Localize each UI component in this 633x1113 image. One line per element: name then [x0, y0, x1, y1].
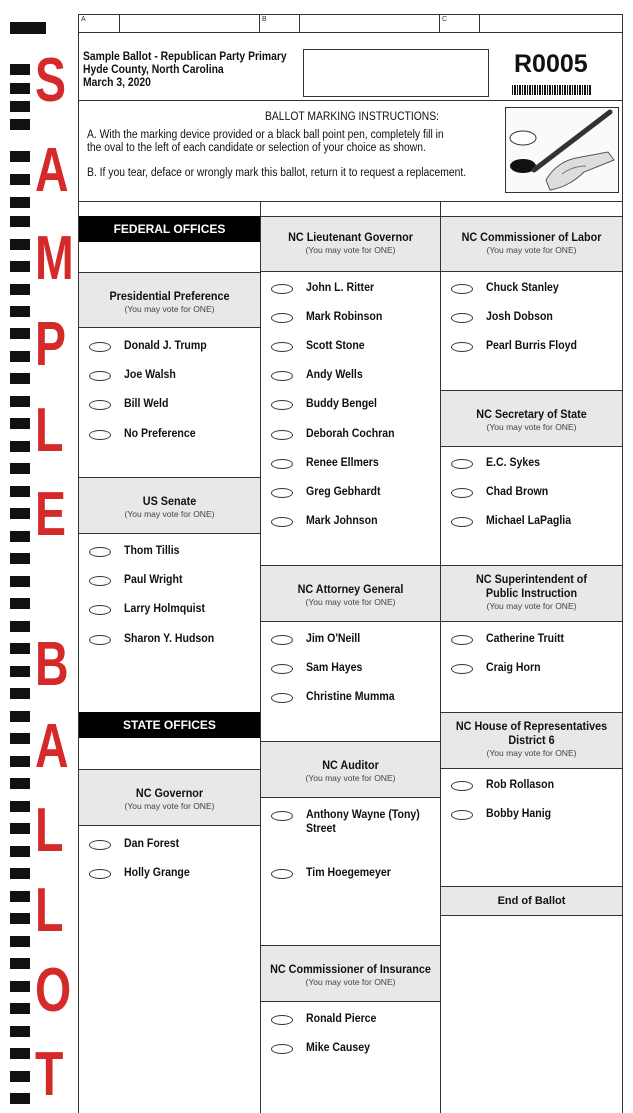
candidate-option[interactable] [79, 543, 260, 563]
candidate-option[interactable] [441, 484, 622, 504]
timing-mark [10, 958, 30, 969]
vote-instruction: (You may vote for ONE) [486, 245, 577, 255]
vote-oval[interactable] [89, 430, 111, 440]
vote-oval[interactable] [451, 342, 473, 352]
watermark-letter: A [35, 712, 69, 781]
column-1 [79, 202, 261, 1113]
candidate-name: Rob Rollason [486, 777, 555, 791]
timing-mark [10, 643, 30, 654]
candidate-option[interactable] [441, 455, 622, 475]
watermark-letter: E [35, 480, 67, 549]
timing-mark [10, 666, 30, 677]
candidate-option[interactable] [79, 396, 260, 416]
ballot-title [83, 51, 287, 90]
candidate-name: Dan Forest [124, 836, 180, 850]
candidate-option[interactable] [261, 807, 440, 839]
timing-mark [10, 531, 30, 542]
contest-title: NC Secretary of State [476, 407, 587, 421]
candidate-option[interactable] [441, 338, 622, 358]
vote-instruction: (You may vote for ONE) [124, 304, 215, 314]
contest-title: NC Commissioner of Labor [461, 230, 602, 244]
instructions [79, 101, 622, 202]
timing-mark [10, 101, 30, 112]
candidate-name: Greg Gebhardt [306, 484, 381, 498]
watermark-letter: O [35, 956, 72, 1025]
candidate-option[interactable] [261, 689, 440, 709]
candidate-name: Larry Holmquist [124, 601, 205, 615]
vote-oval[interactable] [451, 517, 473, 527]
candidate-name: Anthony Wayne (Tony) Street [306, 807, 420, 835]
contest-title: NC Auditor [322, 758, 379, 772]
vote-oval[interactable] [89, 371, 111, 381]
contest-title: Presidential Preference [109, 289, 230, 303]
timing-mark [10, 216, 30, 227]
vote-oval[interactable] [89, 869, 111, 879]
candidate-name: Scott Stone [306, 338, 365, 352]
vote-oval[interactable] [271, 811, 293, 821]
contest-nc-governor [79, 769, 260, 826]
candidate-name: Mike Causey [306, 1040, 370, 1054]
vote-oval[interactable] [451, 781, 473, 791]
strip-cell [119, 15, 262, 32]
watermark-letter: A [35, 136, 69, 205]
timing-mark [10, 553, 30, 564]
timing-mark [10, 688, 30, 699]
contest-title: NC Governor [135, 786, 204, 800]
timing-mark [10, 891, 30, 902]
vote-oval[interactable] [271, 664, 293, 674]
timing-mark [10, 328, 30, 339]
watermark-letter: L [35, 876, 64, 945]
candidate-option[interactable] [261, 426, 440, 446]
vote-instruction: (You may vote for ONE) [305, 977, 396, 987]
candidate-name: Michael LaPaglia [486, 513, 572, 527]
vote-instruction: (You may vote for ONE) [124, 509, 215, 519]
contest-title-line2: District 6 [508, 733, 555, 747]
end-of-ballot: End of Ballot [441, 886, 622, 916]
vote-oval[interactable] [271, 869, 293, 879]
candidate-option[interactable] [261, 338, 440, 358]
timing-mark [10, 823, 30, 834]
candidate-name: Sam Hayes [306, 660, 363, 674]
candidate-name: Paul Wright [124, 572, 183, 586]
vote-instruction: (You may vote for ONE) [486, 601, 577, 611]
timing-mark [10, 913, 30, 924]
instruction-a: A. With the marking device provided or a black ball point pen, completely fill in the oval to the left of each candidate or selection of your choice as shown. [87, 129, 444, 154]
timing-mark [10, 119, 30, 130]
vote-oval[interactable] [451, 284, 473, 294]
candidate-name: E.C. Sykes [486, 455, 541, 469]
candidate-name: Renee Ellmers [306, 455, 379, 469]
timing-mark [10, 868, 30, 879]
vote-oval[interactable] [89, 635, 111, 645]
vote-oval[interactable] [451, 664, 473, 674]
timing-mark [10, 936, 30, 947]
candidate-option[interactable] [261, 1011, 440, 1031]
strip-label-c: C [439, 15, 482, 32]
candidate-option[interactable] [261, 1040, 440, 1060]
contest-title-line2: Public Instruction [485, 586, 578, 600]
candidate-option[interactable] [261, 631, 440, 651]
vote-instruction: (You may vote for ONE) [305, 245, 396, 255]
candidate-name: Pearl Burris Floyd [486, 338, 577, 352]
timing-mark [10, 418, 30, 429]
timing-mark [10, 373, 30, 384]
candidate-name: Mark Johnson [306, 513, 378, 527]
candidate-option[interactable] [261, 455, 440, 475]
column-3 [441, 202, 622, 1113]
candidate-option[interactable] [79, 572, 260, 592]
candidate-option[interactable] [79, 631, 260, 651]
ballot [78, 14, 623, 1113]
strip-cell [299, 15, 442, 32]
candidate-name: Bobby Hanig [486, 806, 552, 820]
timing-mark [10, 261, 30, 272]
watermark-letter: L [35, 796, 64, 865]
watermark-letter: L [35, 396, 64, 465]
vote-oval[interactable] [271, 517, 293, 527]
timing-mark [10, 733, 30, 744]
vote-oval[interactable] [451, 459, 473, 469]
candidate-name: Sharon Y. Hudson [124, 631, 215, 645]
top-strip [79, 15, 622, 33]
column-2 [261, 202, 441, 1113]
candidate-option[interactable] [441, 280, 622, 300]
barcode-icon [512, 85, 592, 95]
timing-mark [10, 486, 30, 497]
candidate-name: Donald J. Trump [124, 338, 207, 352]
instructions-title: BALLOT MARKING INSTRUCTIONS: [265, 111, 440, 123]
timing-mark [10, 463, 30, 474]
contest-title: NC Lieutenant Governor [288, 230, 413, 244]
vote-oval[interactable] [271, 459, 293, 469]
strip-label-a: A [81, 16, 86, 23]
vote-oval[interactable] [89, 605, 111, 615]
timing-mark [10, 1093, 30, 1104]
contest-lt-governor [261, 216, 440, 272]
candidate-option[interactable] [79, 338, 260, 358]
candidate-option[interactable] [261, 660, 440, 680]
vote-oval[interactable] [271, 693, 293, 703]
candidate-option[interactable] [441, 660, 622, 680]
contest-title: NC Commissioner of Insurance [270, 962, 431, 976]
watermark-letter: P [35, 310, 67, 379]
blank-box [303, 49, 489, 97]
candidate-option[interactable] [441, 631, 622, 651]
contest-auditor [261, 741, 440, 798]
candidate-name: Christine Mumma [306, 689, 395, 703]
contest-secretary-of-state [441, 390, 622, 447]
candidate-option[interactable] [79, 836, 260, 856]
vote-instruction: (You may vote for ONE) [486, 422, 577, 432]
candidate-name: Ronald Pierce [306, 1011, 377, 1025]
contest-title: NC Attorney General [297, 582, 404, 596]
candidate-option[interactable] [79, 367, 260, 387]
vote-oval[interactable] [271, 313, 293, 323]
timing-mark [10, 351, 30, 362]
candidate-name: Mark Robinson [306, 309, 383, 323]
vote-oval[interactable] [271, 371, 293, 381]
candidate-name: Buddy Bengel [306, 396, 377, 410]
ballot-title-line: Sample Ballot - Republican Party Primary [83, 51, 287, 63]
candidate-option[interactable] [79, 426, 260, 446]
contest-us-senate [79, 477, 260, 534]
contest-title: NC Superintendent of [475, 572, 587, 586]
vote-oval[interactable] [89, 400, 111, 410]
ballot-code: R0005 [514, 50, 588, 78]
federal-offices-header: FEDERAL OFFICES [79, 216, 260, 242]
candidate-name: Jim O'Neill [306, 631, 361, 645]
vote-oval[interactable] [89, 547, 111, 557]
candidate-name: Chad Brown [486, 484, 549, 498]
watermark-letter: M [35, 224, 74, 293]
instruction-b: B. If you tear, deface or wrongly mark this ballot, return it to request a replacement. [87, 167, 467, 179]
candidate-option[interactable] [261, 865, 440, 885]
timing-mark [10, 1071, 30, 1082]
timing-mark [10, 151, 30, 162]
candidate-name: Craig Horn [486, 660, 541, 674]
contest-presidential [79, 272, 260, 328]
vote-instruction: (You may vote for ONE) [124, 801, 215, 811]
candidate-option[interactable] [79, 601, 260, 621]
vote-oval[interactable] [271, 488, 293, 498]
vote-oval[interactable] [271, 342, 293, 352]
strip-cell [479, 15, 622, 32]
candidate-option[interactable] [441, 806, 622, 826]
candidate-option[interactable] [441, 309, 622, 329]
vote-oval[interactable] [451, 488, 473, 498]
candidate-name: Holly Grange [124, 865, 190, 879]
timing-mark [10, 197, 30, 208]
timing-mark [10, 1048, 30, 1059]
candidate-name: Chuck Stanley [486, 280, 559, 294]
watermark-letter: S [35, 46, 67, 115]
candidate-name: Andy Wells [306, 367, 363, 381]
candidate-option[interactable] [261, 367, 440, 387]
contest-labor [441, 216, 622, 272]
state-offices-header: STATE OFFICES [79, 712, 260, 738]
candidate-name: Thom Tillis [124, 543, 180, 557]
candidate-option[interactable] [261, 309, 440, 329]
vote-oval[interactable] [451, 635, 473, 645]
timing-mark [10, 846, 30, 857]
candidate-name: Catherine Truitt [486, 631, 565, 645]
vote-oval[interactable] [89, 840, 111, 850]
timing-mark [10, 598, 30, 609]
candidate-name: Joe Walsh [124, 367, 176, 381]
vote-oval[interactable] [451, 810, 473, 820]
candidate-name: John L. Ritter [306, 280, 375, 294]
ballot-date: March 3, 2020 [83, 77, 151, 89]
watermark-letter: B [35, 630, 69, 699]
vote-oval[interactable] [89, 342, 111, 352]
timing-mark [10, 576, 30, 587]
timing-mark [10, 441, 30, 452]
candidate-name: Bill Weld [124, 396, 169, 410]
ballot-header [79, 32, 622, 101]
contest-house-district-6 [441, 712, 622, 769]
contest-insurance [261, 945, 440, 1002]
candidate-option[interactable] [261, 484, 440, 504]
marking-example-icon [505, 107, 619, 193]
vote-oval[interactable] [451, 313, 473, 323]
watermark-letter: T [35, 1040, 64, 1109]
timing-mark [10, 621, 30, 632]
contest-title: US Senate [142, 494, 197, 508]
timing-mark [10, 778, 30, 789]
timing-mark [10, 239, 30, 250]
timing-mark [10, 508, 30, 519]
candidate-option[interactable] [79, 865, 260, 885]
timing-mark [10, 174, 30, 185]
timing-mark [10, 1026, 30, 1037]
ballot-county: Hyde County, North Carolina [83, 64, 224, 76]
candidate-option[interactable] [441, 777, 622, 797]
contest-title: NC House of Representatives [455, 719, 608, 733]
candidate-name: Josh Dobson [486, 309, 553, 323]
vote-instruction: (You may vote for ONE) [305, 773, 396, 783]
contest-attorney-general [261, 565, 440, 622]
strip-label-b: B [259, 15, 302, 32]
timing-mark [10, 306, 30, 317]
vote-oval[interactable] [271, 1015, 293, 1025]
candidate-name: Deborah Cochran [306, 426, 395, 440]
timing-mark [10, 396, 30, 407]
timing-mark [10, 711, 30, 722]
timing-mark [10, 284, 30, 295]
timing-mark [10, 83, 30, 94]
candidate-option[interactable] [261, 280, 440, 300]
timing-mark [10, 64, 30, 75]
candidate-option[interactable] [261, 513, 440, 533]
timing-mark [10, 1003, 30, 1014]
vote-instruction: (You may vote for ONE) [486, 748, 577, 758]
contest-superintendent [441, 565, 622, 622]
vote-oval[interactable] [89, 576, 111, 586]
timing-mark [10, 22, 46, 34]
timing-mark [10, 756, 30, 767]
candidate-name: No Preference [124, 426, 196, 440]
vote-oval[interactable] [271, 1044, 293, 1054]
candidate-option[interactable] [261, 396, 440, 416]
vote-oval[interactable] [271, 284, 293, 294]
vote-oval[interactable] [271, 635, 293, 645]
candidate-option[interactable] [441, 513, 622, 533]
vote-oval[interactable] [271, 400, 293, 410]
vote-oval[interactable] [271, 430, 293, 440]
vote-instruction: (You may vote for ONE) [305, 597, 396, 607]
candidate-name: Tim Hoegemeyer [306, 865, 391, 879]
timing-mark [10, 801, 30, 812]
timing-mark [10, 981, 30, 992]
